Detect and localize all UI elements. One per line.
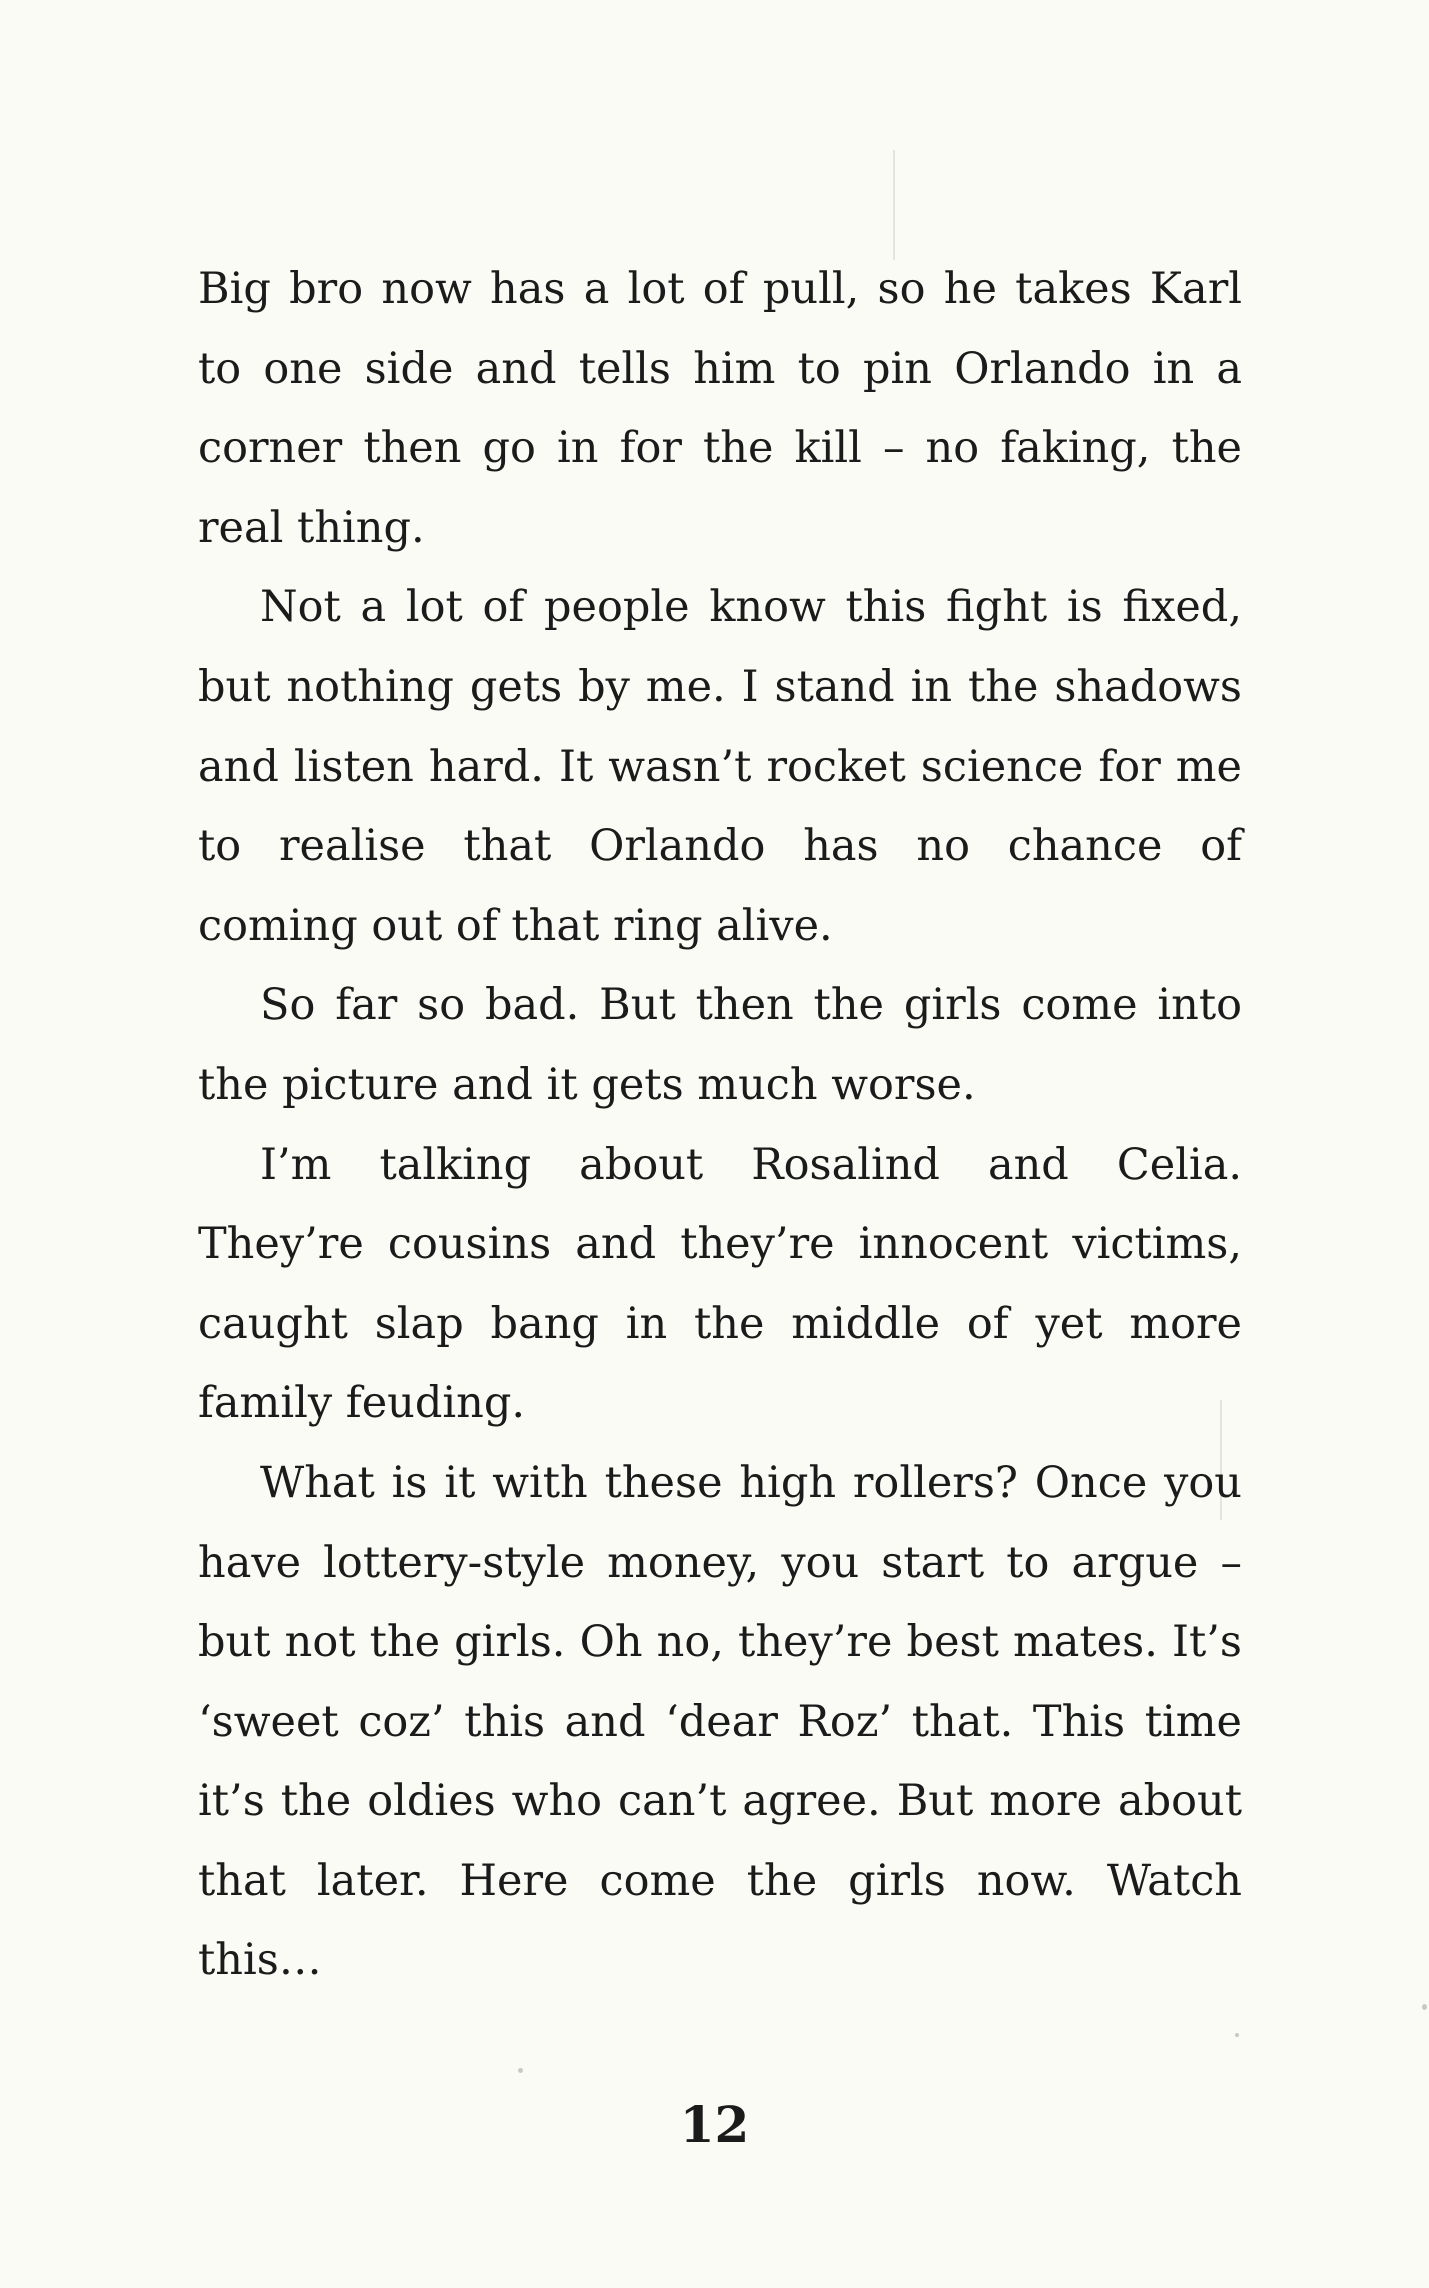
paragraph: Big bro now has a lot of pull, so he takes Karl to one side and tells him to pin Orlando in a corner then go in for the kill – no faking, the real thing. (198, 264, 1242, 553)
scan-speck (1422, 2004, 1427, 2010)
page-number: 12 (679, 2095, 750, 2154)
page-crease (893, 150, 895, 260)
paragraph: What is it with these high rollers? Once you have lottery-style money, you start to argue – but not the girls. Oh no, they’re best mates. It’s ‘sweet coz’ this and ‘dear Roz’ that. This time it’s the oldies who can’t agree. But more about that later. Here come the girls now. Watch this… (198, 1457, 1242, 1986)
scan-speck (1235, 2033, 1239, 2037)
paragraph: Not a lot of people know this fight is fixed, but nothing gets by me. I stand in the shadows and listen hard. It wasn’t rocket science for me to realise that Orlando has no chance of coming out of that ring alive. (198, 582, 1242, 951)
paragraph: I’m talking about Rosalind and Celia. They’re cousins and they’re innocent victims, caught slap bang in the middle of yet more family feuding. (198, 1139, 1242, 1429)
body-text (198, 250, 1242, 2001)
paragraph: So far so bad. But then the girls come into the picture and it gets much worse. (198, 980, 1242, 1110)
scan-speck (518, 2068, 523, 2073)
